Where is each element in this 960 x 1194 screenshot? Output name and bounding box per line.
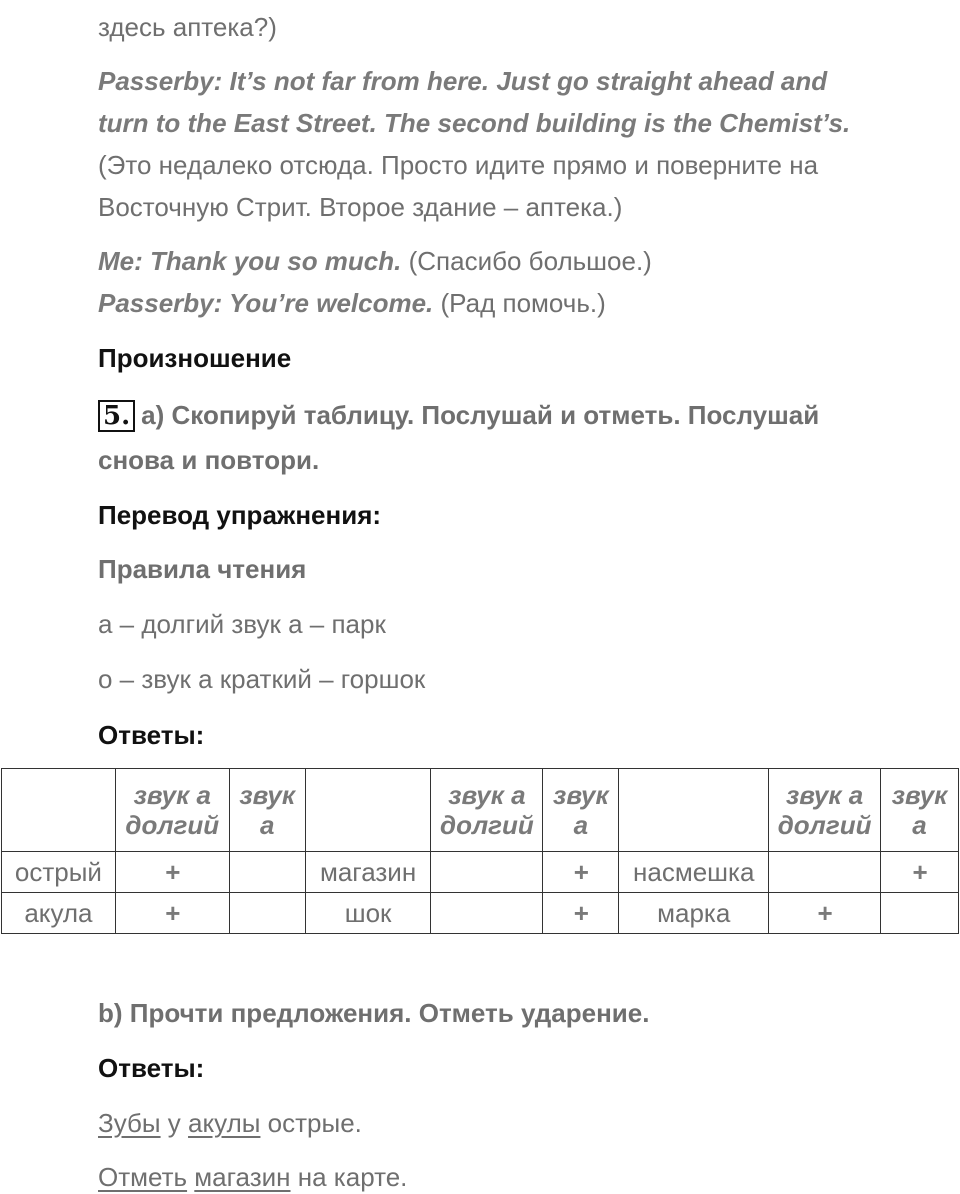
mark-cell — [229, 893, 305, 934]
passerby-english-line-2: turn to the East Street. The second building is the Chemist’s. — [98, 108, 851, 138]
me-english: Me: Thank you so much. — [98, 246, 402, 276]
sentence-1 — [98, 1108, 362, 1138]
sentence-text: острые. — [260, 1108, 362, 1138]
table-header-row — [2, 769, 959, 852]
exercise-task-a-line-2: снова и повтори. — [98, 445, 320, 475]
exercise-task-a-line-1 — [98, 400, 819, 432]
word-cell: насмешка — [619, 852, 769, 893]
me-dialogue-line — [98, 246, 652, 276]
header-cell: звук а долгий — [769, 769, 881, 852]
mark-cell: + — [543, 893, 619, 934]
sentence-2 — [98, 1162, 407, 1192]
header-cell: звук а долгий — [431, 769, 543, 852]
header-cell: звук а — [229, 769, 305, 852]
passerby-welcome-line — [98, 288, 606, 318]
rules-title: Правила чтения — [98, 554, 307, 584]
mark-cell: + — [881, 852, 959, 893]
part-b-task: b) Прочти предложения. Отметь ударение. — [98, 998, 650, 1028]
header-cell — [305, 769, 431, 852]
word-cell: магазин — [305, 852, 431, 893]
stressed-word: магазин — [194, 1162, 291, 1192]
passerby-russian-line-1: (Это недалеко отсюда. Просто идите прямо и поверните на — [98, 150, 819, 180]
mark-cell: + — [769, 893, 881, 934]
mark-cell — [769, 852, 881, 893]
header-cell: звук а — [881, 769, 959, 852]
stressed-word: Зубы — [98, 1108, 161, 1138]
header-cell: звук а — [543, 769, 619, 852]
me-russian: (Спасибо большое.) — [401, 246, 652, 276]
answers-table — [1, 768, 959, 934]
mark-cell — [431, 852, 543, 893]
header-cell — [2, 769, 116, 852]
rule-1: а – долгий звук а – парк — [98, 609, 386, 639]
stressed-word: Отметь — [98, 1162, 188, 1192]
passerby-english-line-1: Passerby: It’s not far from here. Just go straight ahead and — [98, 66, 828, 96]
mark-cell — [229, 852, 305, 893]
mark-cell — [881, 893, 959, 934]
passerby-welcome-english: Passerby: You’re welcome. — [98, 288, 434, 318]
passerby-russian-line-2: Восточную Стрит. Второе здание – аптека.) — [98, 192, 623, 222]
exercise-number-box: 5. — [98, 400, 135, 432]
mark-cell — [431, 893, 543, 934]
mark-cell: + — [543, 852, 619, 893]
word-cell: острый — [2, 852, 116, 893]
rule-2: о – звук а краткий – горшок — [98, 664, 426, 694]
mark-cell: + — [115, 852, 229, 893]
exercise-task-a-text: a) Скопируй таблицу. Послушай и отметь. Послушай — [141, 400, 820, 430]
passerby-welcome-russian: (Рад помочь.) — [433, 288, 606, 318]
section-title: Произношение — [98, 343, 292, 373]
translation-label: Перевод упражнения: — [98, 500, 382, 530]
answers-label: Ответы: — [98, 720, 205, 750]
sentence-text: на карте. — [290, 1162, 408, 1192]
part-b-answers-label: Ответы: — [98, 1053, 205, 1083]
header-cell — [619, 769, 769, 852]
header-cell: звук а долгий — [115, 769, 229, 852]
table-row — [2, 893, 959, 934]
sentence-text: у — [160, 1108, 189, 1138]
word-cell: шок — [305, 893, 431, 934]
word-cell: акула — [2, 893, 116, 934]
dialogue-line-tail: здесь аптека?) — [98, 12, 277, 42]
mark-cell: + — [115, 893, 229, 934]
word-cell: марка — [619, 893, 769, 934]
table-row — [2, 852, 959, 893]
stressed-word: акулы — [188, 1108, 261, 1138]
